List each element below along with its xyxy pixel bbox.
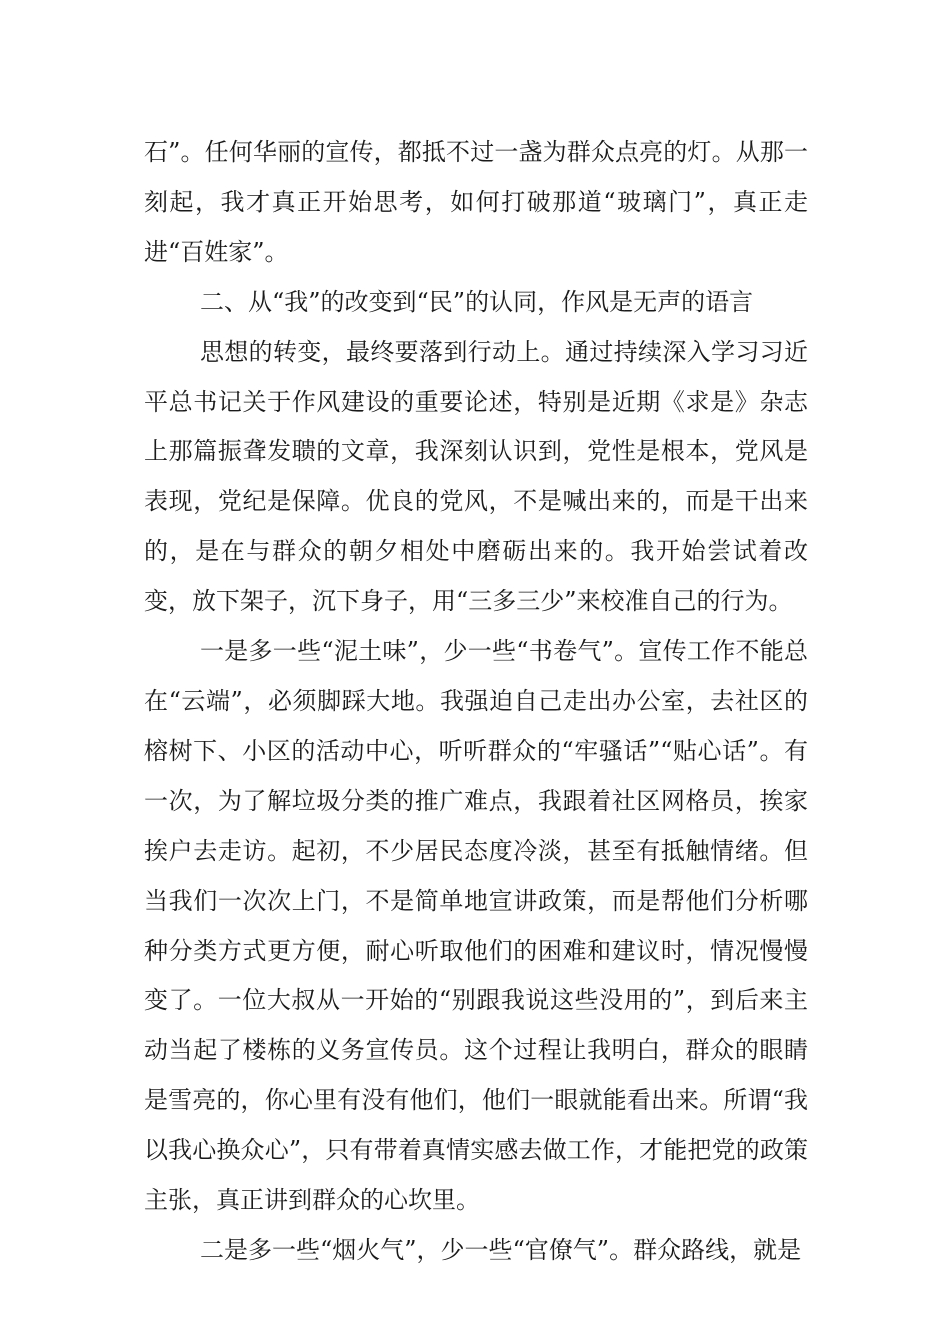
document-body: [144, 128, 808, 1276]
paragraph: 思想的转变，最终要落到行动上。通过持续深入学习习近平总书记关于作风建设的重要论述，特别是近期《求是》杂志上那篇振聋发聩的文章，我深刻认识到，党性是根本，党风是表现，党纪是保障。优良的党风，不是喊出来的，而是干出来的，是在与群众的朝夕相处中磨砺出来的。我开始尝试着改变，放下架子，沉下身子，用“三多三少”来校准自己的行为。: [144, 337, 808, 616]
paragraph: 一是多一些“泥土味”，少一些“书卷气”。宣传工作不能总在“云端”，必须脚踩大地。我强迫自己走出办公室，去社区的榕树下、小区的活动中心，听听群众的“牢骚话”“贴心话”。有一次，为了解垃圾分类的推广难点，我跟着社区网格员，挨家挨户去走访。起初，不少居民态度冷淡，甚至有抵触情绪。但当我们一次次上门，不是简单地宣讲政策，而是帮他们分析哪种分类方式更方便，耐心听取他们的困难和建议时，情况慢慢变了。一位大叔从一开始的“别跟我说这些没用的”，到后来主动当起了楼栋的义务宣传员。这个过程让我明白，群众的眼睛是雪亮的，你心里有没有他们，他们一眼就能看出来。所谓“我以我心换众心”，只有带着真情实感去做工作，才能把党的政策主张，真正讲到群众的心坎里。: [144, 637, 808, 1215]
paragraph-continued: 石”。任何华丽的宣传，都抵不过一盏为群众点亮的灯。从那一刻起，我才真正开始思考，如何打破那道“玻璃门”，真正走进“百姓家”。: [144, 138, 808, 266]
section-heading: 二、从“我”的改变到“民”的认同，作风是无声的语言: [200, 287, 754, 316]
paragraph: 二是多一些“烟火气”，少一些“官僚气”。群众路线，就是: [200, 1235, 802, 1264]
